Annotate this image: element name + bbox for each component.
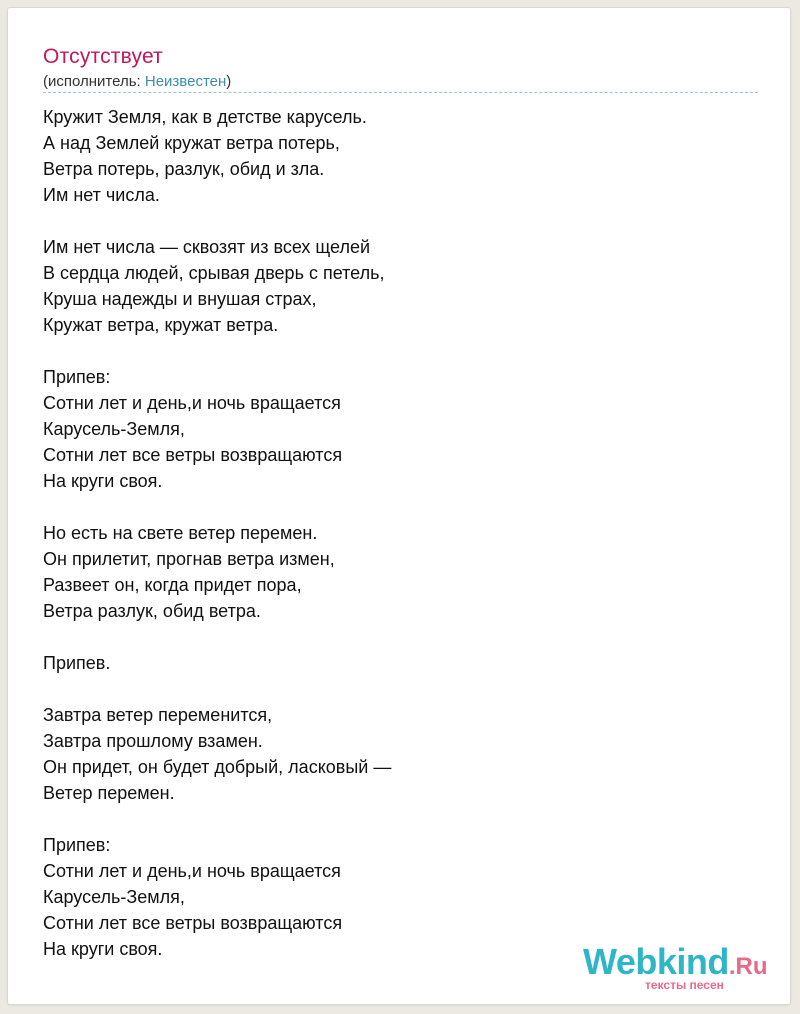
webkind-logo[interactable]: [583, 942, 783, 994]
logo-tagline: тексты песен: [645, 978, 724, 992]
logo-main-text: Webkind: [583, 941, 729, 982]
artist-suffix: ): [226, 73, 232, 90]
title-divider: [43, 92, 758, 93]
song-title: Отсутствует: [43, 45, 163, 68]
logo-tld: .Ru: [728, 953, 768, 980]
artist-line: [43, 73, 231, 91]
lyrics-text: Кружит Земля, как в детстве карусель. А над Землей кружат ветра потерь, Ветра потерь, разлук, обид и зла. Им нет числа. Им нет числа — сквозят из всех щелей В сердца людей, срывая дверь с петель, Круша надежды и внушая страх, Кружат ветра, кружат ветра. Припев: Сотни лет и день,и ночь вращается Карусель-Земля, Сотни лет все ветры возвращаются На круги своя. Но есть на свете ветер перемен. Он прилетит, прогнав ветра измен, Развеет он, когда придет пора, Ветра разлук, обид ветра. Припев. Завтра ветер переменится, Завтра прошлому взамен. Он придет, он будет добрый, ласковый — Ветер перемен. Припев: Сотни лет и день,и ночь вращается Карусель-Земля, Сотни лет все ветры возвращаются На круги своя.: [43, 107, 392, 959]
artist-prefix: (исполнитель:: [43, 73, 145, 90]
artist-link[interactable]: Неизвестен: [144, 73, 227, 90]
